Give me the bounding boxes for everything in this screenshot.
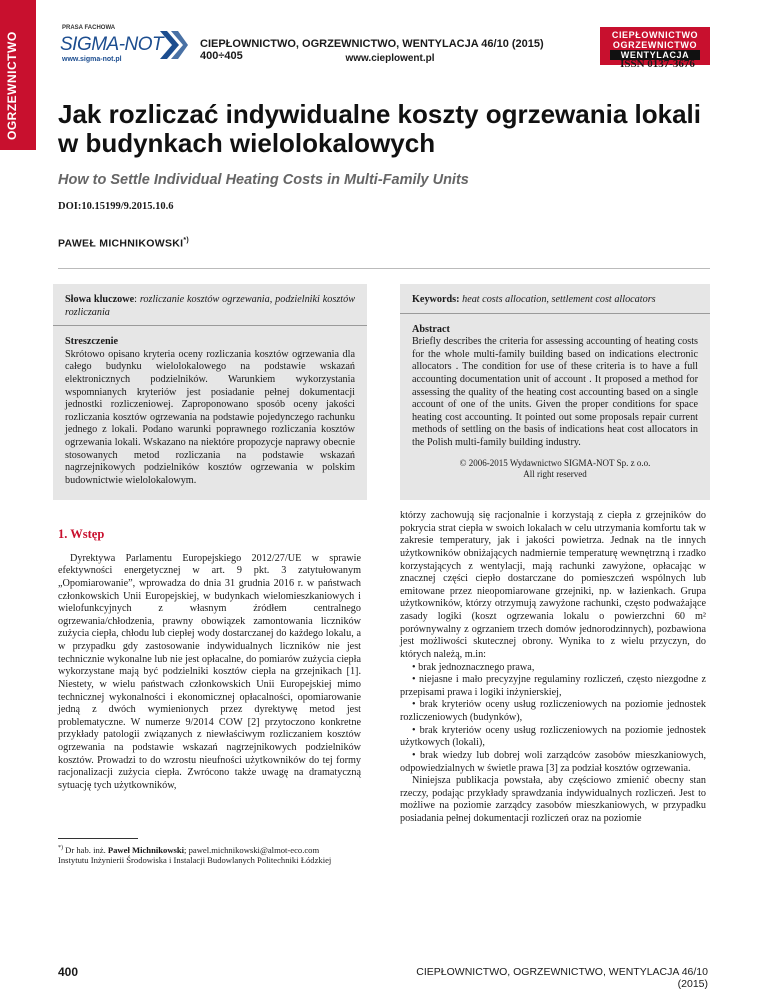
title-line-2: w budynkach wielolokalowych bbox=[58, 128, 436, 158]
body-paragraph: Dyrektywa Parlamentu Europejskiego 2012/27/UE w sprawie efektywności energetycznej w art. 9 pkt. 3 zatytułowanym „Opomiarowanie”, wprowadza do dnia 31 grudnia 2016 r. w państwach członkowskich Unii Europejskiej, w budynkach wielomieszkaniowych i wielofunkcyjnych z własnym źródłem centralnego ogrzewania/chłodzenia, prawny obowiązek zamontowania liczników zużycia ciepła, chłodu lub ciepłej wody dostarczanej do każdego lokalu, a w przypadku gdy zastosowanie indywidualnych liczników nie jest technicznie wykonalne lub nie jest opłacalne, do pomiarów zużycia ciepła wykorzystane mają być podzielniki kosztów ciepła na grzejnikach [1]. Niestety, w wielu państwach członkowskich Unii Europejskiej mimo technicznej wykonalności i ekonomicznej opłacalności, opomiarowanie jedną z dwóch wymienionych przez dyrektywę metod jest problematyczne. W numerze 9/2014 COW [2] przytoczono konkretne przykłady patologii związanych z niewłaściwym rozliczaniem kosztów ogrzewania na podstawie wskazań nagrzejnikowych podzielników kosztów. Prowadzi to do wzrostu nieufności użytkowników do tej formy racjonalizacji zużycia ciepła. Zwrócono także uwagę na dramatyczną sytuację tych użytkowników, bbox=[58, 552, 361, 791]
keywords-en-label: Keywords: bbox=[412, 294, 460, 305]
sigma-not-logo bbox=[58, 25, 188, 69]
footnote-prefix: Dr hab. inż. bbox=[65, 844, 106, 855]
section-side-tab bbox=[0, 0, 36, 150]
logo-url: www.sigma-not.pl bbox=[62, 56, 122, 63]
list-item: • brak kryteriów oceny usług rozliczeniowych na poziomie jednostek użytkowych (lokali), bbox=[400, 724, 706, 749]
body-paragraph: Niniejsza publikacja powstała, aby częściowo zmienić obecny stan rzeczy, podając przykłady sprawdzania indywidualnych rozliczeń. Jest to możliwe na poziomie zarządcy zasobów mieszkaniowych, w przypadku posiadania pełnej dokumentacji rozliczeń oraz na poziomie bbox=[400, 775, 706, 824]
keywords-pl-label: Słowa kluczowe bbox=[65, 294, 135, 305]
copyright bbox=[412, 458, 698, 480]
keywords-en-text: heat costs allocation, settlement cost allocators bbox=[462, 294, 656, 305]
doi: DOI:10.15199/9.2015.10.6 bbox=[58, 201, 174, 212]
copyright-line-1: © 2006-2015 Wydawnictwo SIGMA-NOT Sp. z o.o. bbox=[459, 457, 651, 468]
right-column bbox=[400, 510, 706, 826]
abstract-en-text: Briefly describes the criteria for assessing accounting of heating costs for the whole multi-family building based on indications electronic allocators . The condition for use of these criteria is to have a full accounting documentation unit of account . It proposed a method for assessing the quality of the heating cost accounting based on a single account of one of the units. Given the proper conditions for space heating cost accounting. It pointed out some proposals repair current methods of settling on the basis of indications heat cost allocators in the Polish multi-family building industry. bbox=[412, 336, 698, 448]
copyright-line-2: All right reserved bbox=[523, 468, 587, 479]
abstract-en-heading: Abstract bbox=[412, 323, 450, 335]
english-abstract-box bbox=[400, 284, 710, 500]
author bbox=[58, 237, 189, 250]
polish-abstract-box bbox=[53, 284, 367, 500]
journal-citation: CIEPŁOWNICTWO, OGRZEWNICTWO, WENTYLACJA 46/10 (2015) 400÷405 bbox=[200, 38, 544, 62]
abstract-pl-heading: Streszczenie bbox=[65, 336, 118, 348]
keywords-en bbox=[412, 294, 698, 307]
box-divider bbox=[53, 325, 367, 326]
left-column bbox=[58, 528, 361, 793]
footnote-email: ; pawel.michnikowski@almot-eco.com bbox=[184, 844, 320, 855]
sigma-not-emblem-icon bbox=[158, 29, 188, 61]
list-item: • niejasne i mało precyzyjne regulaminy rozliczeń, często niezgodne z przepisami prawa i logiki inżynierskiej, bbox=[400, 674, 706, 698]
brand-line-1: CIEPŁOWNICTWO bbox=[611, 30, 699, 40]
body-paragraph: którzy zachowują się racjonalnie i korzystają z ciepła z grzejników do pokrycia strat ciepła w swoich lokalach w celu utrzymania komfortu tak w zakresie temperatury, jak i jakości powietrza. Jednak na tle innych użytkowników obniżających nadmiernie temperaturę wewnętrzną i rzadko korzystających z wentylacji, mają rachunki zawyżone, opłacając w znacznej części ciepło dostarczane do pomieszczeń wspólnych lub emitowane przez nieopomiarowane grzejniki, np. w łazienkach. Grupa użytkowników, którzy otrzymują zawyżone rachunki, często podważające zasady logiki (koszt ogrzewania lokalu o powierzchni 60 m² porównywalny z ogrzaniem trzech domów jednorodzinnych), pozbawiona jest możliwości skutecznej obrony. Wynika to z wielu przyczyn, do których należą, m.in: bbox=[400, 510, 706, 660]
page-number: 400 bbox=[58, 965, 79, 979]
logo-tagline: PRASA FACHOWA bbox=[62, 25, 116, 31]
author-footnote bbox=[58, 843, 361, 866]
footnote-affiliation: Instytutu Inżynierii Środowiska i Instalacji Budowlanych Politechniki Łódzkiej bbox=[58, 855, 332, 866]
section-heading: 1. Wstęp bbox=[58, 527, 105, 541]
brand-line-2: OGRZEWNICTWO bbox=[612, 40, 698, 50]
keywords-pl-text: rozliczanie kosztów ogrzewania, podzielniki kosztów rozliczania bbox=[65, 294, 356, 318]
footnote-divider bbox=[58, 838, 138, 839]
brand-line-3: WENTYLACJA bbox=[610, 50, 700, 60]
list-item: • brak kryteriów oceny usług rozliczeniowych na poziomie jednostek rozliczeniowych (budynków), bbox=[400, 699, 706, 723]
footnote-author-name: Paweł Michnikowski bbox=[107, 844, 185, 855]
journal-website: www.cieplowent.pl bbox=[345, 53, 435, 64]
author-name: PAWEŁ MICHNIKOWSKI bbox=[58, 237, 184, 250]
author-mark: *) bbox=[183, 237, 190, 244]
side-tab-label: OGRZEWNICTWO bbox=[5, 31, 19, 140]
footer-journal: CIEPŁOWNICTWO, OGRZEWNICTWO, WENTYLACJA 46/10 (2015) bbox=[416, 966, 708, 990]
footnote-mark: *) bbox=[58, 845, 63, 851]
list-item: • brak wiedzy lub dobrej woli zarządców zasobów mieszkaniowych, odpowiedzialnych w świetle prawa [3] za podział kosztów ogrzewania. bbox=[400, 749, 706, 774]
box-divider bbox=[400, 313, 710, 314]
list-item: • brak jednoznacznego prawa, bbox=[412, 661, 535, 673]
issn: ISSN 0137-3676 bbox=[620, 58, 695, 70]
divider bbox=[58, 268, 710, 269]
keywords-pl: Słowa kluczowe: rozliczanie kosztów ogrzewania, podzielniki kosztów rozliczania bbox=[65, 294, 356, 318]
title-line-1: Jak rozliczać indywidualne koszty ogrzewania lokali bbox=[58, 99, 701, 129]
article-title bbox=[58, 100, 708, 158]
logo-name: SIGMA-NOT bbox=[60, 34, 164, 55]
abstract-pl-text: Skrótowo opisano kryteria oceny rozliczania kosztów ogrzewania dla całego budynku wielolokalowego na podstawie wskazań elektronicznych podzielników. Warunkiem wykorzystania wspomnianych kryteriów jest posiadanie pełnej dokumentacji jednostki rozliczeniowej. Zaproponowano sposób oceny jakości rozliczania kosztów ogrzewania na podstawie pojedynczego rachunku jednego z lokali. Podano warunki poprawnego rozliczania kosztów ogrzewania lokali. Wskazano na niektóre propozycje naprawy obecnie stosowanych metod rozliczania na podstawie wskazań nagrzejnikowych podzielników kosztów ogrzewania w polskim budownictwie wielolokalowym. bbox=[65, 348, 355, 486]
article-subtitle: How to Settle Individual Heating Costs in Multi-Family Units bbox=[58, 172, 469, 188]
